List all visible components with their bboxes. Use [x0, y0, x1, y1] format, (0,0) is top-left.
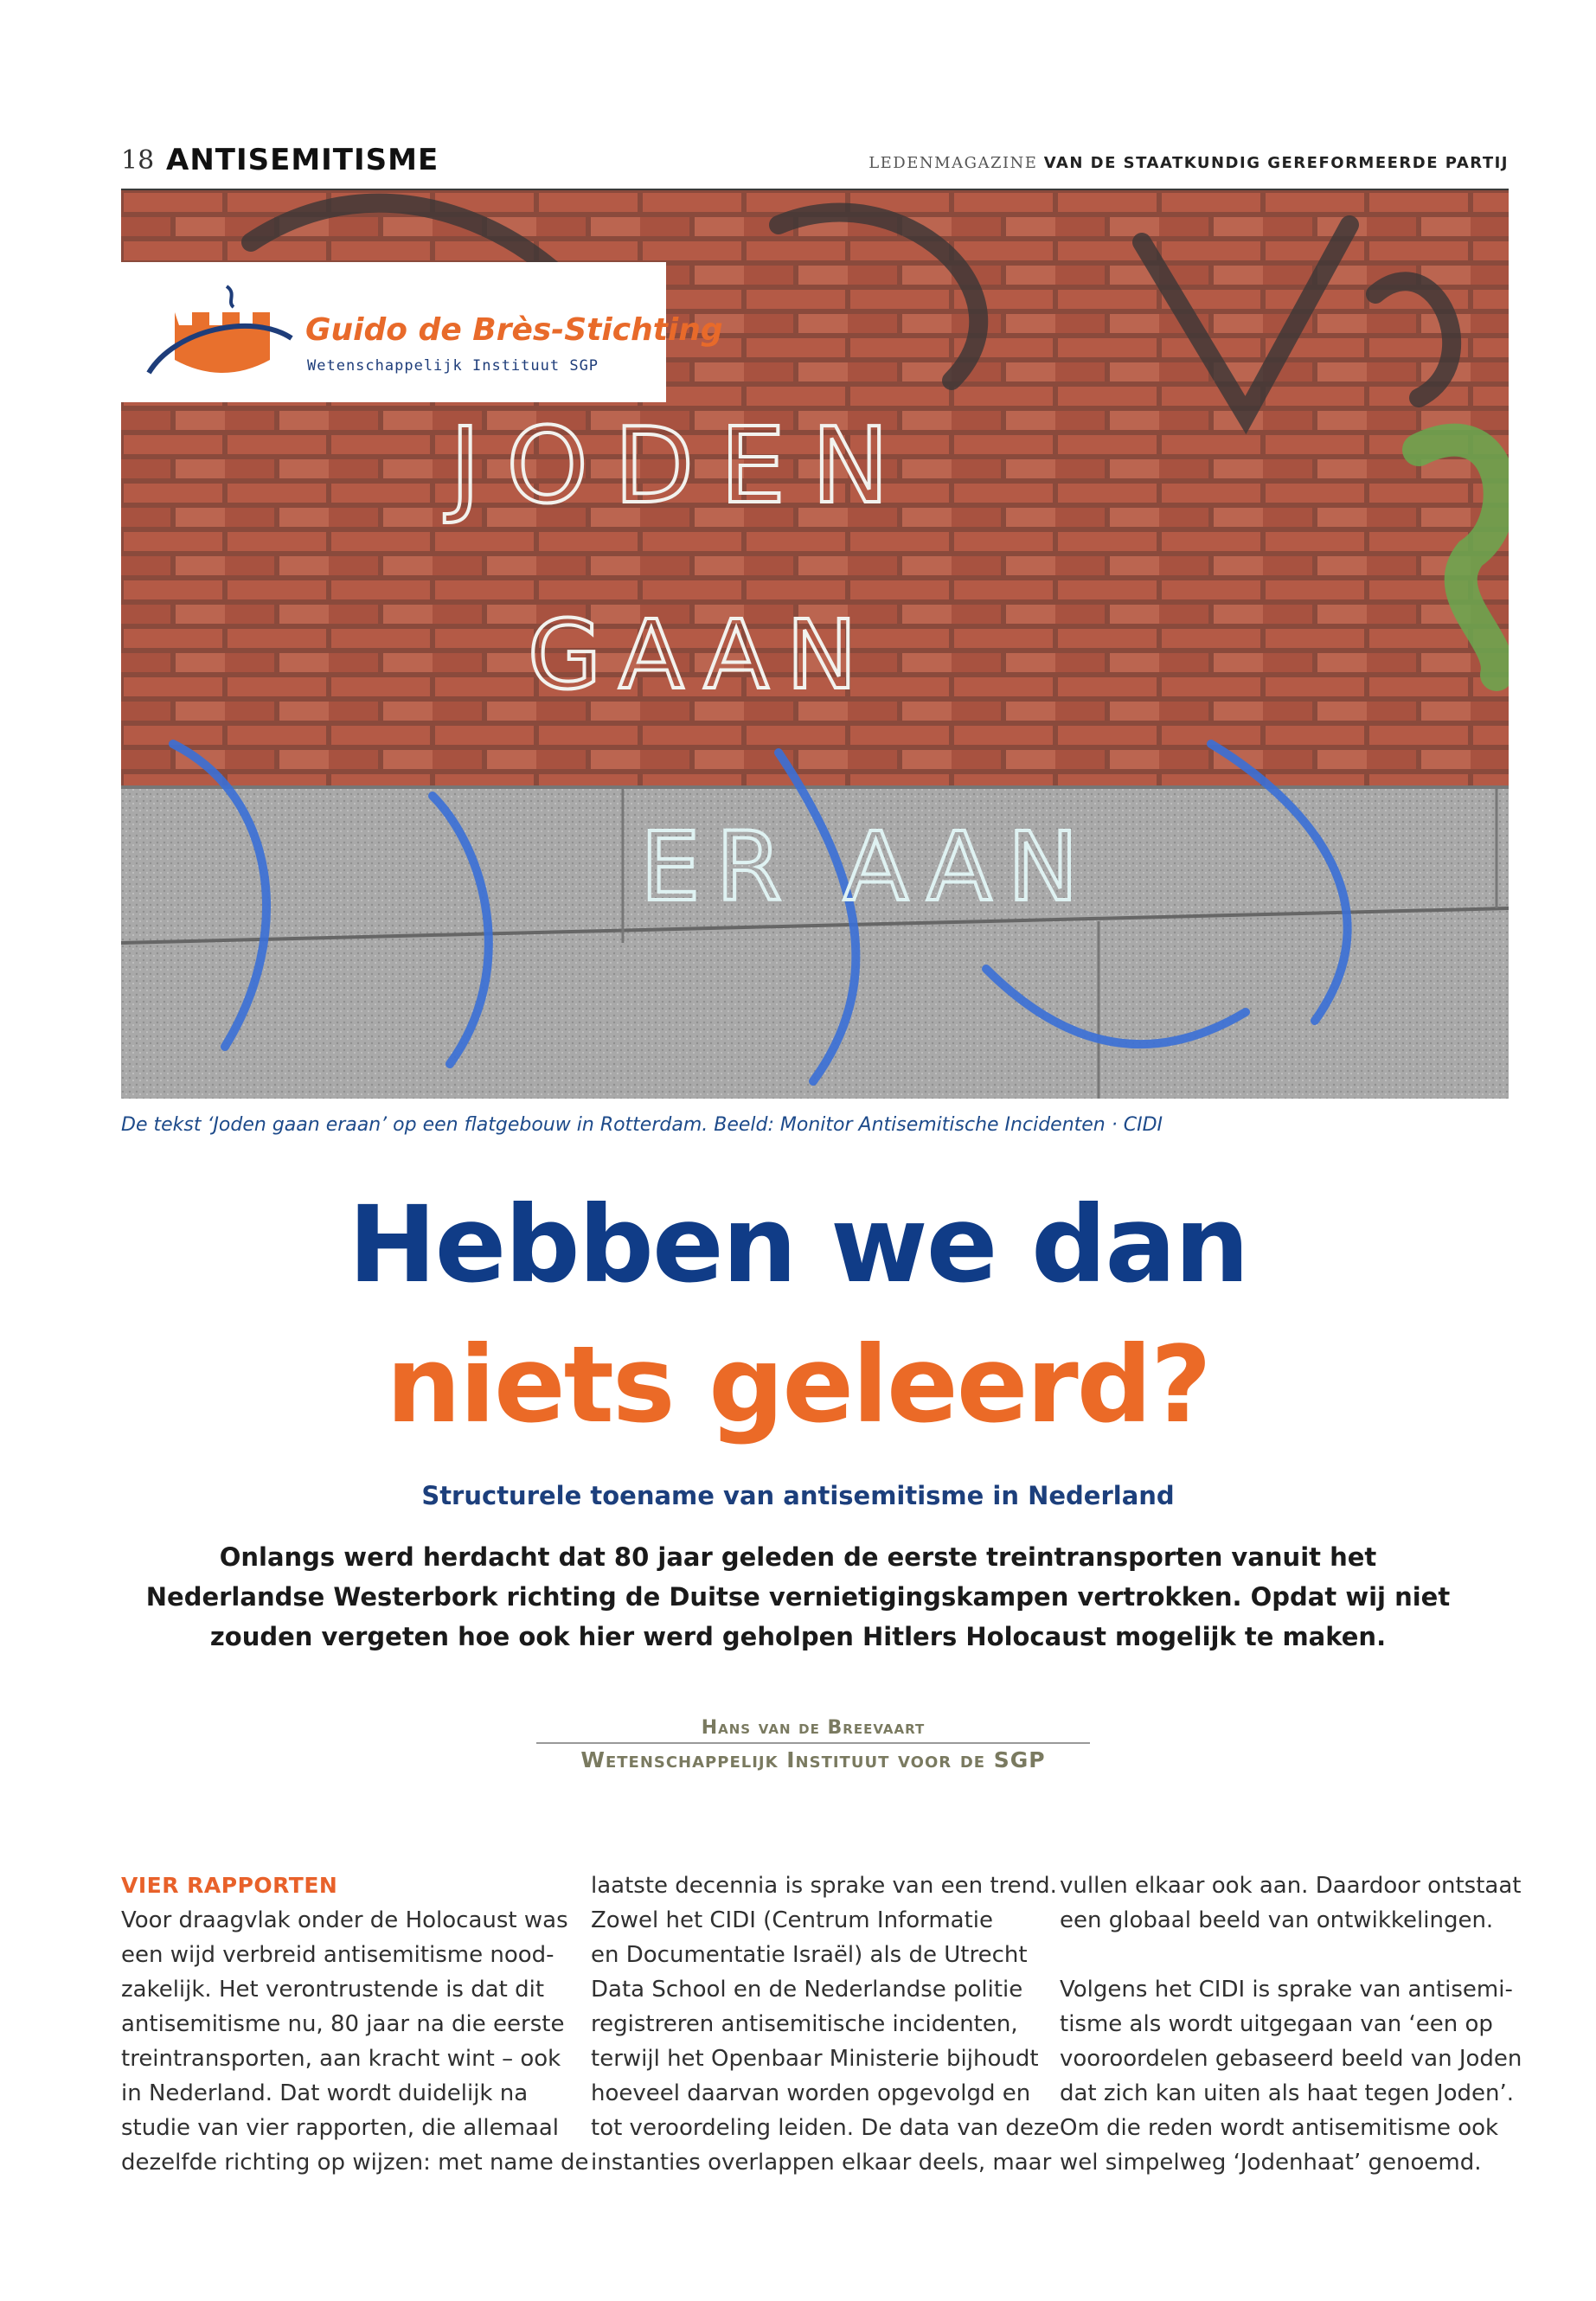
graffiti-word-3: ER AAN: [640, 811, 1094, 922]
body-column-1: [121, 1868, 589, 2180]
body-line: wel simpelweg ‘Jodenhaat’ genoemd.: [1060, 2150, 1482, 2176]
magazine-title: [869, 154, 1509, 172]
article-subtitle: Structurele toename van antisemitisme in Nederland: [421, 1481, 1175, 1510]
body-line: hoeveel daarvan worden opgevolgd en: [591, 2080, 1031, 2106]
page-header: [121, 145, 1509, 191]
body-line: en Documentatie Israël) als de Utrecht: [591, 1942, 1028, 1968]
body-line: dezelfde richting op wijzen: met name de: [121, 2150, 589, 2176]
castle-crown-icon: [140, 278, 304, 390]
section-heading: VIER RAPPORTEN: [121, 1873, 338, 1898]
headline-line-2: niets geleerd?: [386, 1324, 1210, 1446]
magazine-publisher: VAN DE STAATKUNDIG GEREFORMEERDE PARTIJ: [1043, 154, 1509, 172]
body-line: vullen elkaar ook aan. Daardoor ontstaat: [1060, 1873, 1522, 1899]
foundation-logo: [121, 262, 723, 402]
body-line: Om die reden wordt antisemitisme ook: [1060, 2115, 1499, 2141]
logo-name: Guido de Brès-Stichting: [305, 312, 723, 348]
graffiti-word-2: GAAN: [528, 599, 875, 710]
body-line: vooroordelen gebaseerd beeld van Joden: [1060, 2046, 1522, 2072]
author-block: [536, 1717, 1090, 1772]
headline-line-1: Hebben we dan: [348, 1183, 1248, 1306]
section-title: ANTISEMITISME: [166, 143, 439, 177]
body-line: tisme als wordt uitgegaan van ‘een op: [1060, 2011, 1493, 2037]
paragraph-gap: [1060, 1938, 1509, 1972]
article-photo: [121, 190, 1509, 1099]
body-line: een globaal beeld van ontwikkelingen.: [1060, 1907, 1494, 1933]
body-line: Volgens het CIDI is sprake van antisemi-: [1060, 1977, 1513, 2003]
article-intro: Onlangs werd herdacht dat 80 jaar geleden de eerste treintransporten vanuit het Nederlandse Westerbork richting de Duitse vernietigingskampen vertrokken. Opdat wij niet zouden vergeten hoe ook hier werd geholpen Hitlers Holocaust mogelijk te maken.: [145, 1542, 1451, 1651]
graffiti-word-1: JODEN: [450, 407, 915, 527]
body-line: terwijl het Openbaar Ministerie bijhoudt: [591, 2046, 1039, 2072]
photo-caption: De tekst ‘Joden gaan eraan’ op een flatgebouw in Rotterdam. Beeld: Monitor Antisemitische Incidenten · CIDI: [121, 1114, 1163, 1136]
author-name: Hans van de Breevaart: [536, 1717, 1090, 1744]
body-line: in Nederland. Dat wordt duidelijk na: [121, 2080, 529, 2106]
body-line: studie van vier rapporten, die allemaal: [121, 2115, 560, 2141]
body-line: registreren antisemitische incidenten,: [591, 2011, 1018, 2037]
page-number: 18: [121, 145, 155, 176]
body-line: dat zich kan uiten als haat tegen Joden’.: [1060, 2080, 1515, 2106]
body-line: treintransporten, aan kracht wint – ook: [121, 2046, 561, 2072]
body-column-3: [1060, 1868, 1522, 2180]
body-line: tot veroordeling leiden. De data van deze: [591, 2115, 1060, 2141]
logo-subtitle: Wetenschappelijk Instituut SGP: [307, 357, 599, 375]
body-line: Data School en de Nederlandse politie: [591, 1977, 1023, 2003]
body-line: instanties overlappen elkaar deels, maar: [591, 2150, 1052, 2176]
body-column-2: [591, 1868, 1060, 2180]
body-line: antisemitisme nu, 80 jaar na die eerste: [121, 2011, 565, 2037]
author-organisation: Wetenschappelijk Instituut voor de SGP: [580, 1747, 1046, 1772]
body-line: Voor draagvlak onder de Holocaust was: [121, 1907, 568, 1933]
body-line: Zowel het CIDI (Centrum Informatie: [591, 1907, 994, 1933]
body-line: laatste decennia is sprake van een trend.: [591, 1873, 1057, 1899]
body-line: zakelijk. Het verontrustende is dat dit: [121, 1977, 545, 2003]
magazine-name: LEDENMAGAZINE: [869, 154, 1038, 172]
body-line: een wijd verbreid antisemitisme nood-: [121, 1942, 554, 1968]
